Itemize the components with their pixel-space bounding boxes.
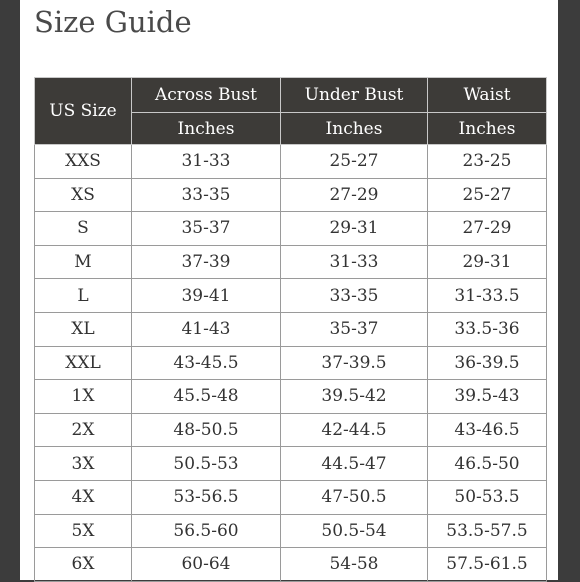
cell-waist: 46.5-50 [428, 447, 547, 481]
unit-waist: Inches [428, 113, 547, 145]
cell-under-bust: 47-50.5 [281, 480, 428, 514]
header-us-size: US Size [35, 78, 132, 145]
cell-under-bust: 29-31 [281, 212, 428, 246]
cell-under-bust: 33-35 [281, 279, 428, 313]
cell-waist: 27-29 [428, 212, 547, 246]
cell-under-bust: 39.5-42 [281, 380, 428, 414]
cell-waist: 53.5-57.5 [428, 514, 547, 548]
cell-across-bust: 50.5-53 [132, 447, 281, 481]
cell-under-bust: 31-33 [281, 245, 428, 279]
cell-size: 4X [35, 480, 132, 514]
size-guide-table [34, 77, 547, 582]
cell-under-bust: 37-39.5 [281, 346, 428, 380]
table-row [35, 413, 547, 447]
cell-size: 6X [35, 548, 132, 582]
cell-waist: 39.5-43 [428, 380, 547, 414]
unit-across-bust: Inches [132, 113, 281, 145]
table-row [35, 514, 547, 548]
cell-across-bust: 39-41 [132, 279, 281, 313]
cell-size: XL [35, 312, 132, 346]
table-row [35, 212, 547, 246]
cell-across-bust: 56.5-60 [132, 514, 281, 548]
header-under-bust: Under Bust [281, 78, 428, 113]
cell-size: 2X [35, 413, 132, 447]
cell-waist: 36-39.5 [428, 346, 547, 380]
header-row [35, 78, 547, 113]
cell-waist: 57.5-61.5 [428, 548, 547, 582]
cell-across-bust: 60-64 [132, 548, 281, 582]
table-row [35, 480, 547, 514]
header-across-bust: Across Bust [132, 78, 281, 113]
cell-across-bust: 41-43 [132, 312, 281, 346]
cell-waist: 23-25 [428, 145, 547, 179]
table-row [35, 178, 547, 212]
cell-size: XXL [35, 346, 132, 380]
cell-across-bust: 33-35 [132, 178, 281, 212]
table-row [35, 312, 547, 346]
header-waist: Waist [428, 78, 547, 113]
cell-size: 5X [35, 514, 132, 548]
cell-waist: 33.5-36 [428, 312, 547, 346]
cell-size: L [35, 279, 132, 313]
cell-under-bust: 25-27 [281, 145, 428, 179]
cell-size: 1X [35, 380, 132, 414]
cell-across-bust: 53-56.5 [132, 480, 281, 514]
unit-under-bust: Inches [281, 113, 428, 145]
table-body [35, 145, 547, 582]
cell-size: 3X [35, 447, 132, 481]
table-row [35, 447, 547, 481]
cell-across-bust: 31-33 [132, 145, 281, 179]
cell-size: XXS [35, 145, 132, 179]
cell-waist: 31-33.5 [428, 279, 547, 313]
table-row [35, 245, 547, 279]
cell-across-bust: 48-50.5 [132, 413, 281, 447]
cell-size: XS [35, 178, 132, 212]
cell-waist: 29-31 [428, 245, 547, 279]
cell-across-bust: 45.5-48 [132, 380, 281, 414]
cell-under-bust: 42-44.5 [281, 413, 428, 447]
cell-under-bust: 54-58 [281, 548, 428, 582]
cell-waist: 50-53.5 [428, 480, 547, 514]
cell-waist: 43-46.5 [428, 413, 547, 447]
table-row [35, 145, 547, 179]
cell-across-bust: 35-37 [132, 212, 281, 246]
table-row [35, 380, 547, 414]
cell-under-bust: 44.5-47 [281, 447, 428, 481]
table-row [35, 346, 547, 380]
table-row [35, 279, 547, 313]
table-row [35, 548, 547, 582]
page-title: Size Guide [34, 5, 192, 39]
cell-size: S [35, 212, 132, 246]
cell-under-bust: 35-37 [281, 312, 428, 346]
cell-under-bust: 27-29 [281, 178, 428, 212]
cell-waist: 25-27 [428, 178, 547, 212]
cell-under-bust: 50.5-54 [281, 514, 428, 548]
size-guide-page [20, 0, 558, 580]
cell-size: M [35, 245, 132, 279]
cell-across-bust: 37-39 [132, 245, 281, 279]
cell-across-bust: 43-45.5 [132, 346, 281, 380]
